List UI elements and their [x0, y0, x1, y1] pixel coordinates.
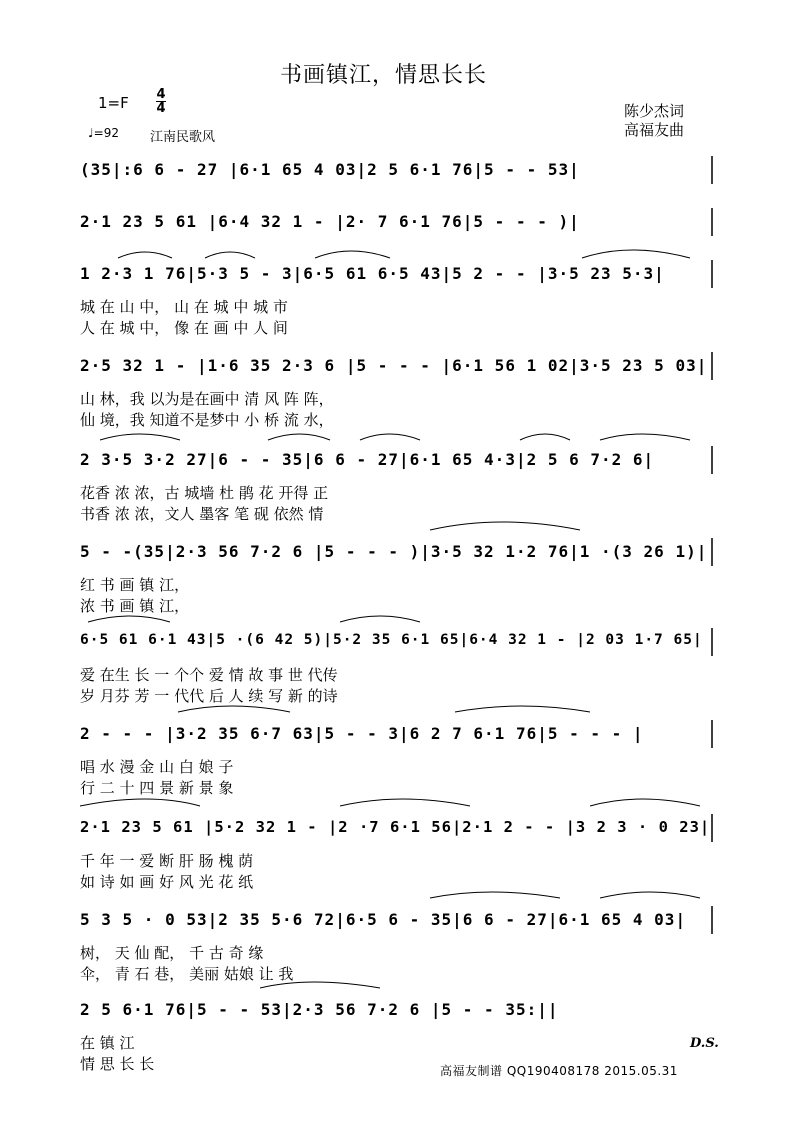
key-signature: [98, 94, 129, 112]
system-7-lyric-2: 岁 月芬 芳 一 代代 后 人 续 写 新 的诗: [80, 687, 338, 705]
system-8-lyric-1: 唱 水 漫 金 山 白 娘 子: [80, 758, 234, 776]
system-6-lyric-1: 红 书 画 镇 江，: [80, 576, 190, 594]
system-10-lyric-1: 树， 天 仙 配， 千 古 奇 缘: [80, 944, 264, 962]
system-8-notes: 2 - - - |3·2 35 6·7 63|5 - - 3|6 2 7 6·1 76|5 - - - |: [80, 724, 644, 743]
system-7-notes: 6·5 61 6·1 43|5 ·(6 42 5)|5·2 35 6·1 65|6·4 32 1 - |2 03 1·7 65|: [80, 632, 703, 648]
composer: 高福友曲: [624, 121, 685, 139]
system-10-notes: 5 3 5 · 0 53|2 35 5·6 72|6·5 6 - 35|6 6 - 27|6·1 65 4 03|: [80, 910, 687, 929]
system-4-lyric-1: 山 林，我 以为是在画中 清 风 阵 阵，: [80, 390, 334, 408]
system-11-lyric-2: 情 思 长 长: [80, 1055, 155, 1073]
system-6-notes: 5 - -(35|2·3 56 7·2 6 |5 - - - )|3·5 32 1·2 76|1 ·(3 26 1)|: [80, 542, 708, 561]
lyricist: 陈少杰词: [624, 102, 685, 120]
system-3-notes: 1 2·3 1 76|5·3 5 - 3|6·5 61 6·5 43|5 2 - - |3·5 23 5·3|: [80, 264, 665, 283]
ds-mark: D.S.: [690, 1036, 719, 1051]
system-11-lyric-1: 在 镇 江: [80, 1034, 135, 1052]
system-7-lyric-1: 爱 在生 长 一 个个 爱 情 故 事 世 代传: [80, 666, 338, 684]
system-6-lyric-2: 浓 书 画 镇 江，: [80, 597, 190, 615]
system-5-lyric-1: 花香 浓 浓，古 城墙 杜 鹃 花 开得 正: [80, 484, 329, 502]
time-signature: [156, 88, 166, 115]
time-denominator: 4: [156, 101, 166, 116]
system-9-notes: 2·1 23 5 61 |5·2 32 1 - |2 ·7 6·1 56|2·1 2 - - |3 2 3 · 0 23|: [80, 818, 711, 836]
tempo-mark: ♩=92: [88, 126, 119, 140]
page-title: 书画镇江，情思长长: [280, 63, 488, 88]
system-9-lyric-1: 千 年 一 爱 断 肝 肠 槐 荫: [80, 852, 254, 870]
system-8-lyric-2: 行 二 十 四 景 新 景 象: [80, 779, 234, 797]
system-5-notes: 2 3·5 3·2 27|6 - - 35|6 6 - 27|6·1 65 4·3|2 5 6 7·2 6|: [80, 450, 655, 469]
system-5-lyric-2: 书香 浓 浓，文人 墨客 笔 砚 依然 情: [80, 505, 324, 523]
style-mark: 江南民歌风: [150, 130, 216, 145]
system-1-notes: (35|:6 6 - 27 |6·1 65 4 03|2 5 6·1 76|5 - - 53|: [80, 160, 580, 179]
key-text: 1=F: [98, 94, 129, 112]
system-10-lyric-2: 伞， 青 石 巷， 美丽 姑娘 让 我: [80, 965, 294, 983]
footer-credit: 高福友制谱 QQ190408178 2015.05.31: [440, 1064, 678, 1078]
system-9-lyric-2: 如 诗 如 画 好 风 光 花 纸: [80, 873, 254, 891]
system-4-lyric-2: 仙 境，我 知道不是梦中 小 桥 流 水，: [80, 411, 334, 429]
system-3-lyric-2: 人 在 城 中， 像 在 画 中 人 间: [80, 319, 288, 337]
time-numerator: 4: [156, 87, 166, 102]
system-2-notes: 2·1 23 5 61 |6·4 32 1 - |2· 7 6·1 76|5 - - - )|: [80, 212, 580, 231]
system-4-notes: 2·5 32 1 - |1·6 35 2·3 6 |5 - - - |6·1 56 1 02|3·5 23 5 03|: [80, 356, 708, 375]
system-11-notes: 2 5 6·1 76|5 - - 53|2·3 56 7·2 6 |5 - - 35:||: [80, 1000, 559, 1019]
system-3-lyric-1: 城 在 山 中， 山 在 城 中 城 市: [80, 298, 288, 316]
